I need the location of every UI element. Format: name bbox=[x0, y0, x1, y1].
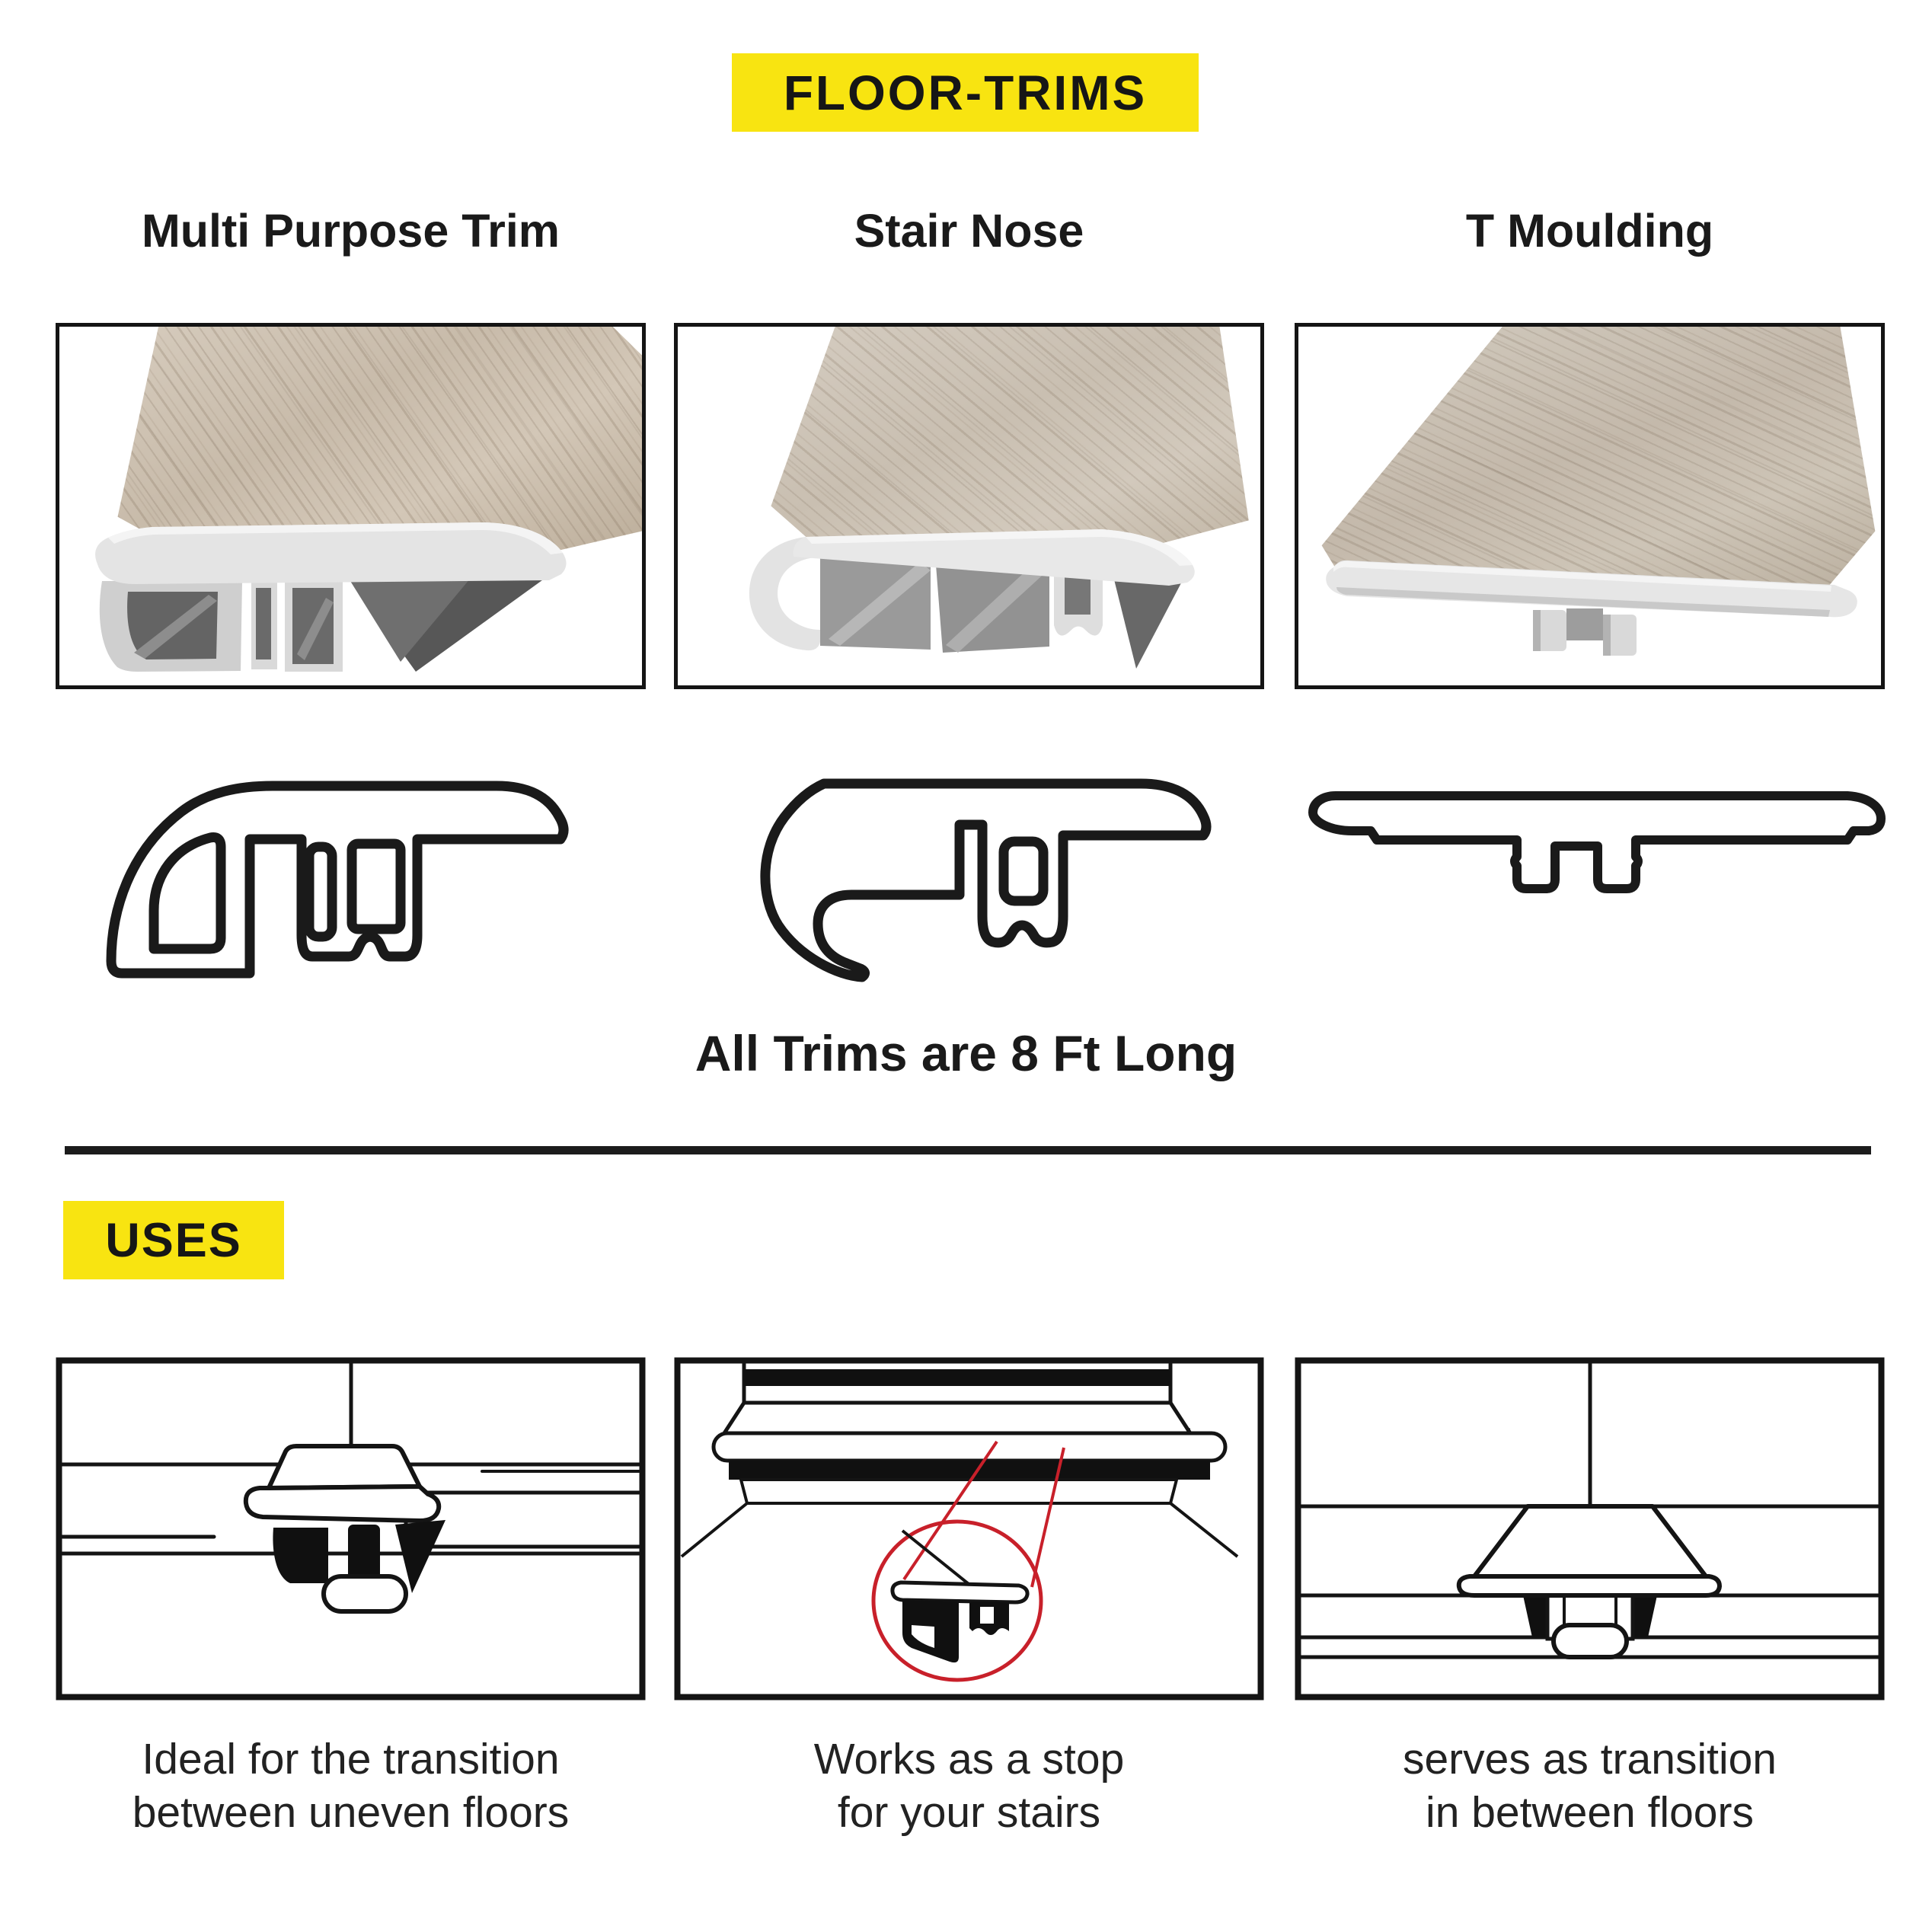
stair-nose-outline bbox=[723, 750, 1226, 1001]
caption-line: for your stairs bbox=[837, 1787, 1101, 1837]
multi-purpose-trim-profile-render bbox=[59, 327, 642, 685]
t-moulding-outline bbox=[1287, 773, 1889, 902]
multi-purpose-trim-use-illustration bbox=[56, 1357, 646, 1700]
trim-length-note: All Trims are 8 Ft Long bbox=[695, 1025, 1237, 1081]
caption-line: in between floors bbox=[1426, 1787, 1754, 1837]
caption-line: serves as transition bbox=[1402, 1735, 1777, 1784]
caption-line: Ideal for the transition bbox=[142, 1735, 560, 1784]
use-caption-multi-purpose bbox=[56, 1733, 646, 1839]
caption-line: between uneven floors bbox=[132, 1787, 570, 1837]
trim-title-multi-purpose: Multi Purpose Trim bbox=[141, 205, 560, 257]
caption-line: Works as a stop bbox=[813, 1735, 1125, 1784]
multi-purpose-trim-photo bbox=[56, 323, 646, 689]
t-moulding-photo bbox=[1295, 323, 1885, 689]
section-divider bbox=[65, 1146, 1871, 1154]
t-moulding-use-illustration bbox=[1295, 1357, 1885, 1700]
use-caption-stair-nose bbox=[674, 1733, 1264, 1839]
header-label: FLOOR-TRIMS bbox=[783, 65, 1148, 120]
use-caption-t-moulding bbox=[1295, 1733, 1885, 1839]
trim-title-t-moulding: T Moulding bbox=[1465, 205, 1714, 257]
stair-stop-drawing bbox=[674, 1357, 1264, 1700]
uses-badge bbox=[63, 1201, 284, 1279]
multi-purpose-trim-outline bbox=[76, 762, 579, 990]
t-moulding-profile-render bbox=[1298, 327, 1881, 685]
header-badge bbox=[732, 53, 1199, 132]
stair-nose-photo bbox=[674, 323, 1264, 689]
stair-nose-use-illustration bbox=[674, 1357, 1264, 1700]
uses-label: USES bbox=[105, 1213, 242, 1267]
stair-nose-profile-render bbox=[678, 327, 1260, 685]
trim-title-stair-nose: Stair Nose bbox=[854, 205, 1084, 257]
uneven-floor-transition-drawing bbox=[56, 1357, 646, 1700]
floor-transition-drawing bbox=[1295, 1357, 1885, 1700]
